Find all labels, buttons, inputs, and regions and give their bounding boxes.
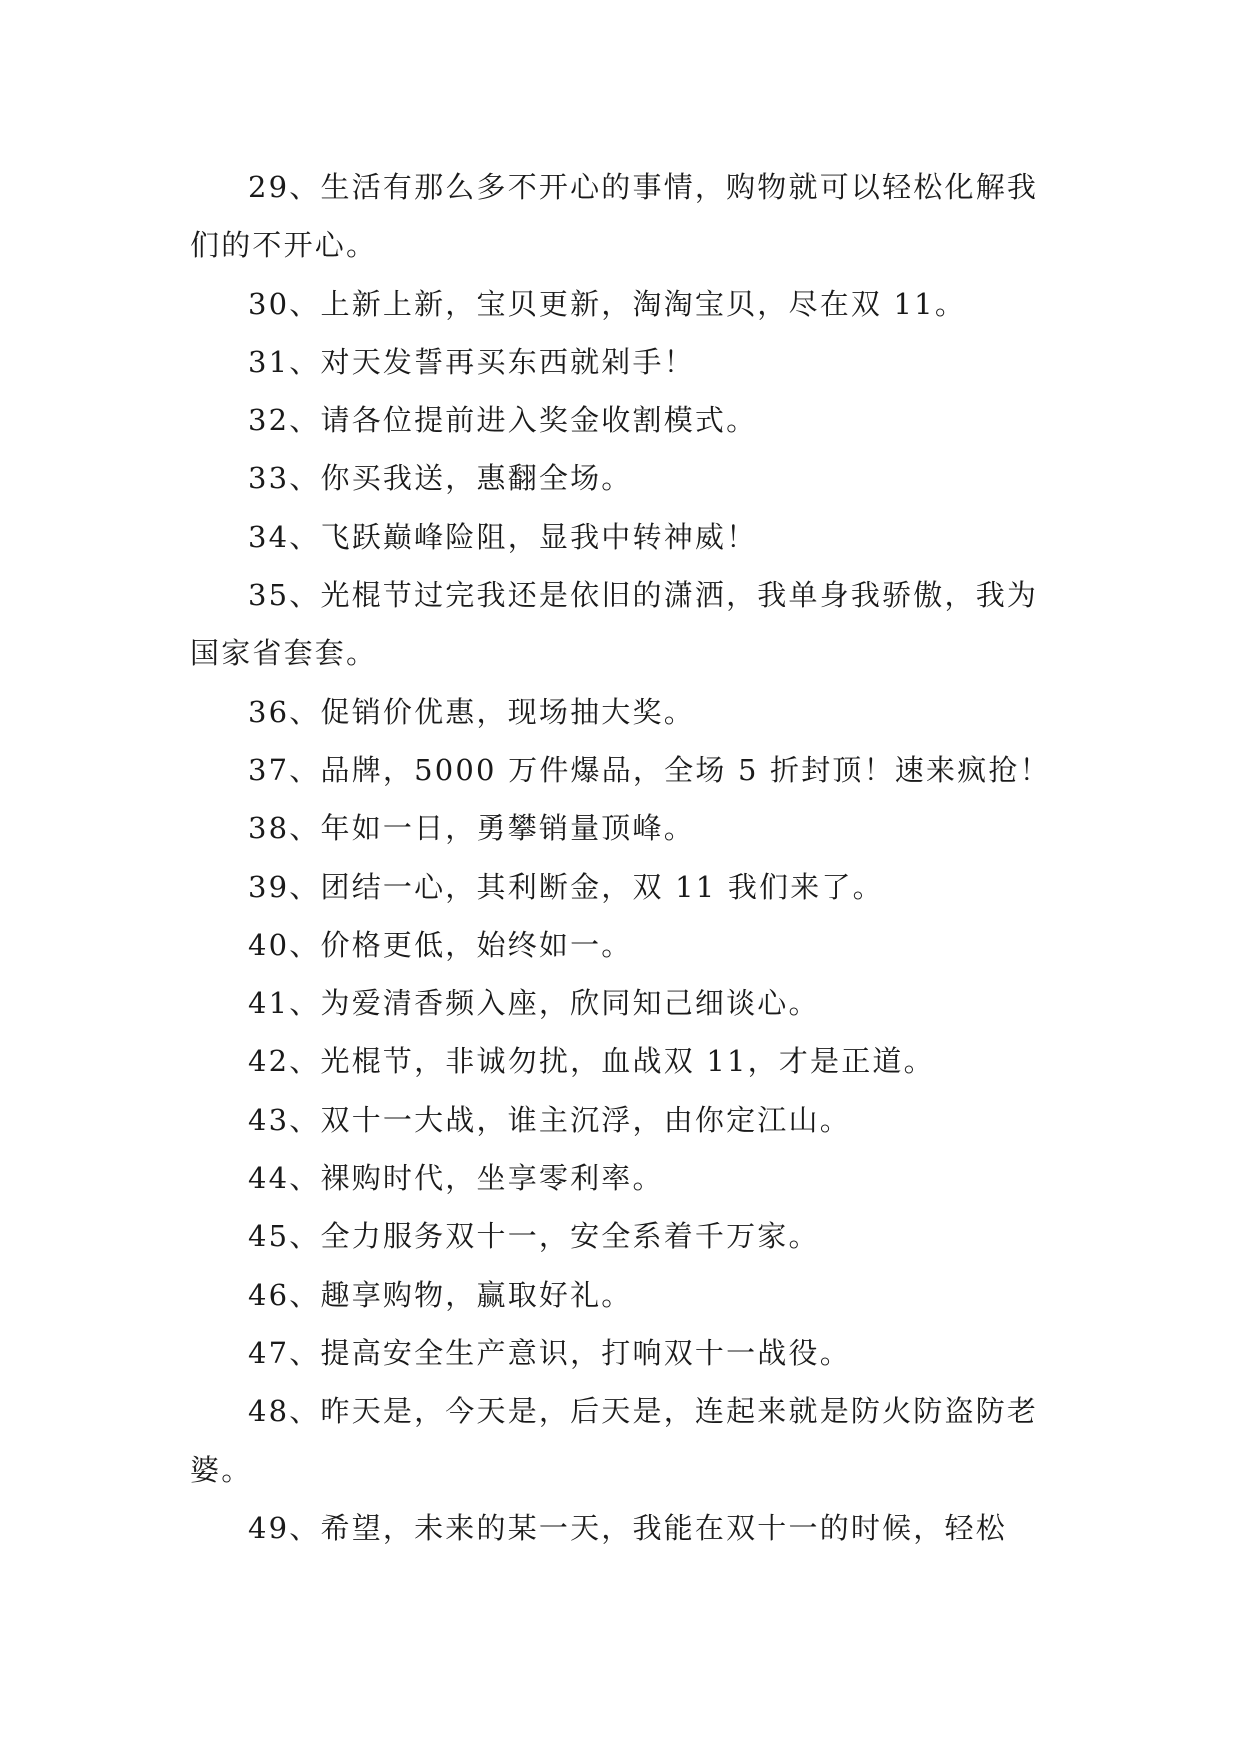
list-item: 32、请各位提前进入奖金收割模式。 <box>248 403 758 438</box>
list-item: 38、年如一日，勇攀销量顶峰。 <box>248 811 695 846</box>
list-item: 41、为爱清香频入座，欣同知己细谈心。 <box>248 986 820 1021</box>
list-item: 37、品牌，5000 万件爆品，全场 5 折封顶！速来疯抢！ <box>248 752 1051 787</box>
list-item: 44、裸购时代，坐享零利率。 <box>248 1161 664 1196</box>
list-item: 40、价格更低，始终如一。 <box>248 927 633 962</box>
list-item: 47、提高安全生产意识，打响双十一战役。 <box>248 1335 851 1370</box>
list-item: 49、希望，未来的某一天，我能在双十一的时候，轻松 <box>248 1510 1007 1545</box>
list-item: 35、光棍节过完我还是依旧的潇洒，我单身我骄傲，我为国家省套套。 <box>190 578 1039 671</box>
list-item: 30、上新上新，宝贝更新，淘淘宝贝，尽在双 11。 <box>248 286 967 321</box>
list-item: 34、飞跃巅峰险阻，显我中转神威！ <box>248 519 758 554</box>
list-item: 33、你买我送，惠翻全场。 <box>248 461 633 496</box>
list-item: 29、生活有那么多不开心的事情，购物就可以轻松化解我们的不开心。 <box>190 170 1039 263</box>
list-item: 43、双十一大战，谁主沉浮，由你定江山。 <box>248 1102 851 1137</box>
list-item: 42、光棍节，非诚勿扰，血战双 11，才是正道。 <box>248 1044 935 1079</box>
list-item: 31、对天发誓再买东西就剁手！ <box>248 344 695 379</box>
document-body <box>190 158 1052 1557</box>
list-item: 48、昨天是，今天是，后天是，连起来就是防火防盗防老婆。 <box>190 1394 1039 1487</box>
list-item: 39、团结一心，其利断金，双 11 我们来了。 <box>248 869 884 904</box>
list-item: 46、趣享购物，赢取好礼。 <box>248 1277 633 1312</box>
list-item: 36、促销价优惠，现场抽大奖。 <box>248 694 695 729</box>
list-item: 45、全力服务双十一，安全系着千万家。 <box>248 1219 820 1254</box>
